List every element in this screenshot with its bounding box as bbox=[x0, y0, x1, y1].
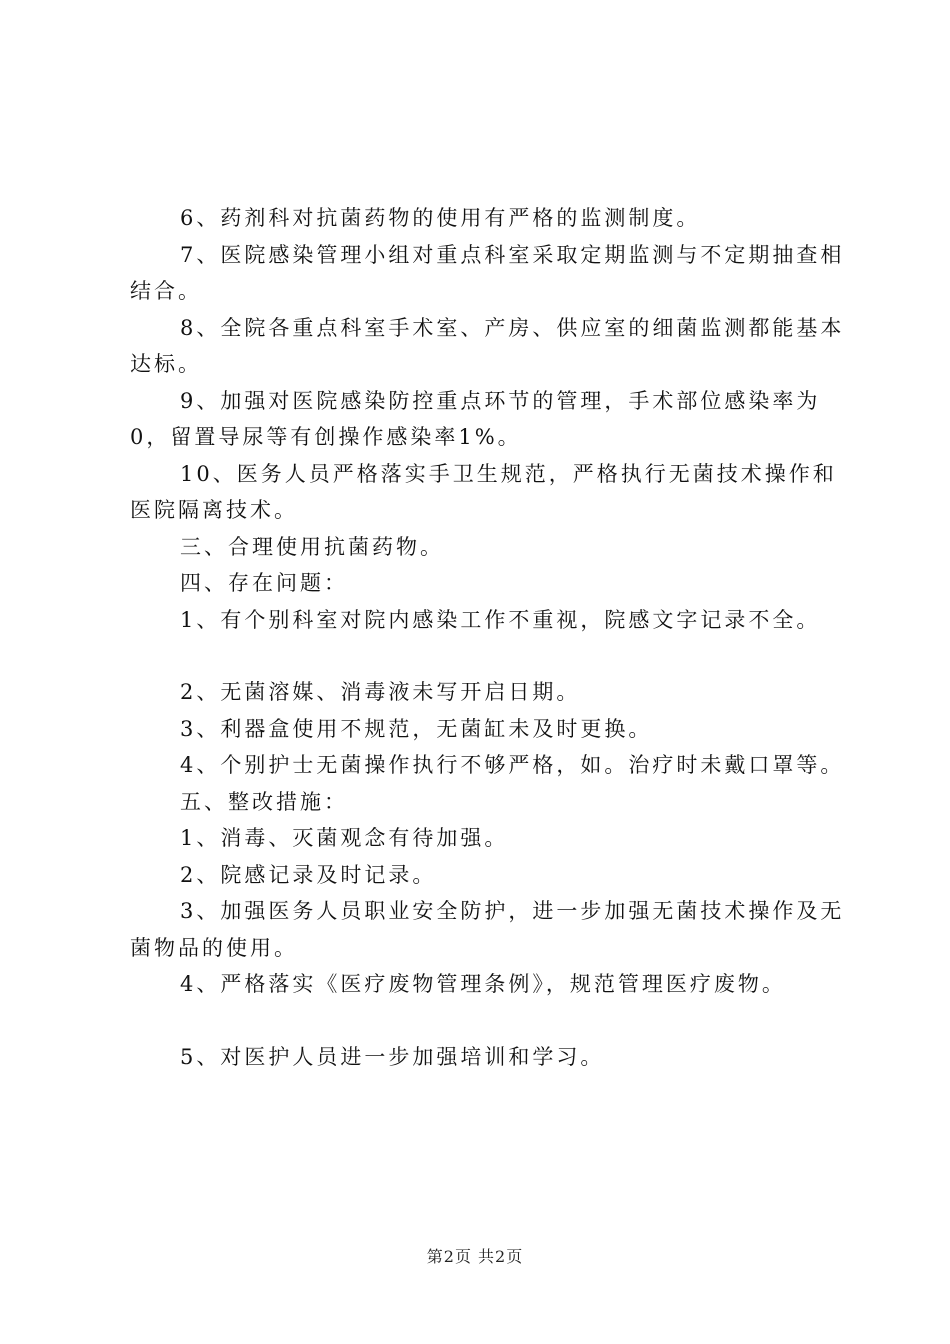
paragraph: 1、消毒、灭菌观念有待加强。 bbox=[180, 826, 509, 850]
page-number-footer: 第2页 共2页 bbox=[426, 1247, 524, 1266]
paragraph: 2、无菌溶媒、消毒液未写开启日期。 bbox=[180, 680, 581, 704]
paragraph: 4、严格落实《医疗废物管理条例》，规范管理医疗废物。 bbox=[180, 972, 786, 996]
paragraph: 4、个别护士无菌操作执行不够严格，如。治疗时未戴口罩等。 bbox=[180, 753, 845, 777]
paragraph: 5、对医护人员进一步加强培训和学习。 bbox=[180, 1044, 605, 1069]
paragraph: 10、医务人员严格落实手卫生规范，严格执行无菌技术操作和医院隔离技术。 bbox=[130, 461, 837, 522]
paragraph: 3、加强医务人员职业安全防护，进一步加强无菌技术操作及无菌物品的使用。 bbox=[130, 899, 845, 960]
document-body bbox=[130, 200, 850, 1075]
paragraph: 7、医院感染管理小组对重点科室采取定期监测与不定期抽查相结合。 bbox=[130, 242, 845, 303]
section-heading: 五、整改措施： bbox=[180, 789, 348, 814]
paragraph: 3、利器盒使用不规范，无菌缸未及时更换。 bbox=[180, 716, 653, 741]
section-heading: 四、存在问题： bbox=[180, 571, 348, 595]
paragraph: 1、有个别科室对院内感染工作不重视，院感文字记录不全。 bbox=[180, 607, 821, 632]
section-heading: 三、合理使用抗菌药物。 bbox=[180, 534, 444, 559]
paragraph: 9、加强对医院感染防控重点环节的管理，手术部位感染率为0，留置导尿等有创操作感染率1%。 bbox=[130, 388, 821, 449]
paragraph: 2、院感记录及时记录。 bbox=[180, 862, 437, 887]
paragraph: 8、全院各重点科室手术室、产房、供应室的细菌监测都能基本达标。 bbox=[130, 315, 845, 376]
paragraph: 6、药剂科对抗菌药物的使用有严格的监测制度。 bbox=[180, 206, 701, 230]
